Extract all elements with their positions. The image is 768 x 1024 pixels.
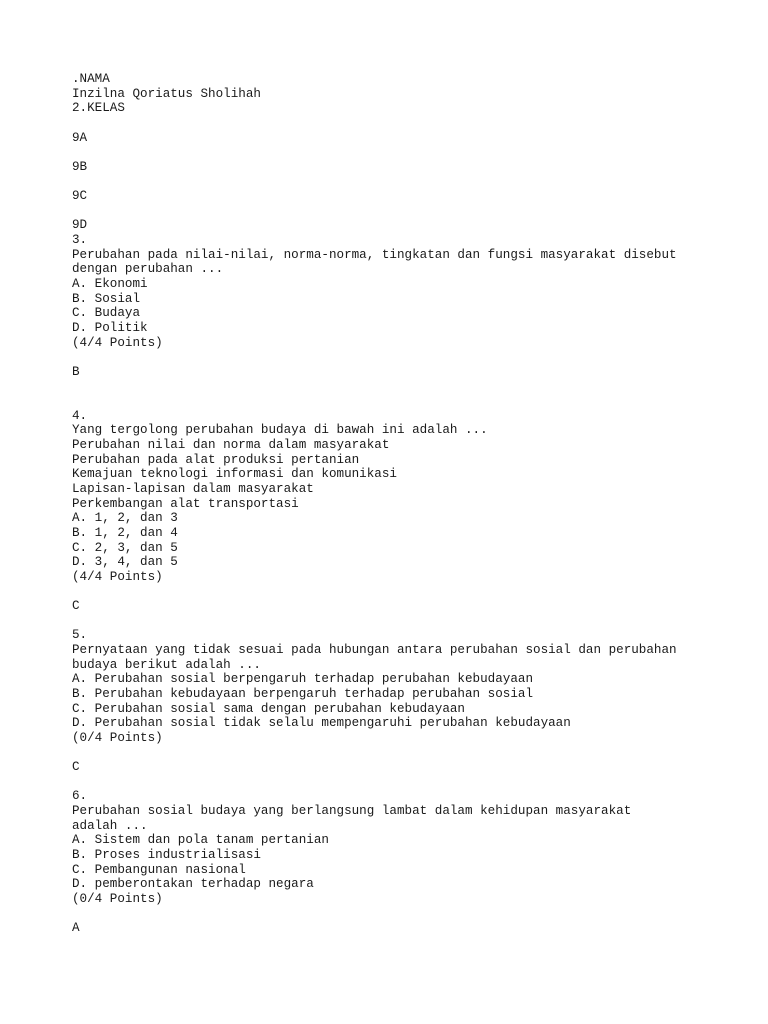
blank-line — [72, 614, 677, 629]
blank-line — [72, 584, 677, 599]
text-line: dengan perubahan ... — [72, 262, 224, 277]
text-line: A. Ekonomi — [72, 276, 148, 291]
text-line: 6. — [72, 789, 88, 804]
text-line: Kemajuan teknologi informasi dan komunikasi — [72, 467, 397, 482]
text-line: D. Perubahan sosial tidak selalu mempengaruhi perubahan kebudayaan — [72, 716, 571, 731]
text-line: adalah ... — [72, 818, 148, 833]
text-line: A — [72, 921, 80, 936]
blank-line — [72, 145, 677, 160]
text-line: C. Perubahan sosial sama dengan perubahan kebudayaan — [72, 701, 465, 716]
text-line: A. Perubahan sosial berpengaruh terhadap perubahan kebudayaan — [72, 672, 534, 687]
blank-line — [72, 907, 677, 922]
text-line: Inzilna Qoriatus Sholihah — [72, 86, 261, 101]
text-line: A. Sistem dan pola tanam pertanian — [72, 833, 329, 848]
text-line: 9D — [72, 218, 88, 233]
text-line: C — [72, 599, 80, 614]
text-line: B. Perubahan kebudayaan berpengaruh terhadap perubahan sosial — [72, 686, 534, 701]
blank-line — [72, 174, 677, 189]
text-line: Perubahan pada alat produksi pertanian — [72, 452, 360, 467]
text-line: B. 1, 2, dan 4 — [72, 525, 178, 540]
text-line: C. 2, 3, dan 5 — [72, 540, 178, 555]
blank-line — [72, 350, 677, 365]
text-line: Perubahan nilai dan norma dalam masyarakat — [72, 438, 390, 453]
text-line: Yang tergolong perubahan budaya di bawah ini adalah ... — [72, 423, 488, 438]
text-line: D. 3, 4, dan 5 — [72, 555, 178, 570]
text-line: A. 1, 2, dan 3 — [72, 511, 178, 526]
text-line: 3. — [72, 233, 88, 248]
text-line: (4/4 Points) — [72, 569, 163, 584]
text-line: 9A — [72, 130, 88, 145]
text-line: .NAMA — [72, 72, 110, 86]
blank-line — [72, 116, 677, 131]
text-line: B. Sosial — [72, 291, 141, 306]
text-line: 9C — [72, 189, 88, 204]
text-line: budaya berikut adalah ... — [72, 657, 261, 672]
text-line: Perubahan pada nilai-nilai, norma-norma, tingkatan dan fungsi masyarakat disebut — [72, 247, 677, 262]
text-line: (0/4 Points) — [72, 891, 163, 906]
text-line: Perubahan sosial budaya yang berlangsung lambat dalam kehidupan masyarakat — [72, 804, 632, 819]
text-line: 5. — [72, 628, 88, 643]
text-line: Perkembangan alat transportasi — [72, 496, 299, 511]
text-line: (4/4 Points) — [72, 335, 163, 350]
blank-line — [72, 204, 677, 219]
blank-line — [72, 379, 677, 394]
text-line: 2.KELAS — [72, 101, 125, 116]
blank-line — [72, 745, 677, 760]
text-line: C — [72, 760, 80, 775]
text-line: Lapisan-lapisan dalam masyarakat — [72, 481, 314, 496]
text-line: 4. — [72, 408, 88, 423]
blank-line — [72, 775, 677, 790]
text-line: Pernyataan yang tidak sesuai pada hubungan antara perubahan sosial dan perubahan — [72, 642, 677, 657]
text-line: (0/4 Points) — [72, 730, 163, 745]
text-line: D. pemberontakan terhadap negara — [72, 877, 314, 892]
blank-line — [72, 394, 677, 409]
text-line: C. Budaya — [72, 306, 141, 321]
text-line: C. Pembangunan nasional — [72, 862, 246, 877]
text-line: 9B — [72, 159, 88, 174]
text-line: D. Politik — [72, 320, 148, 335]
document-body — [72, 72, 677, 936]
text-line: B. Proses industrialisasi — [72, 847, 261, 862]
text-line: B — [72, 364, 80, 379]
